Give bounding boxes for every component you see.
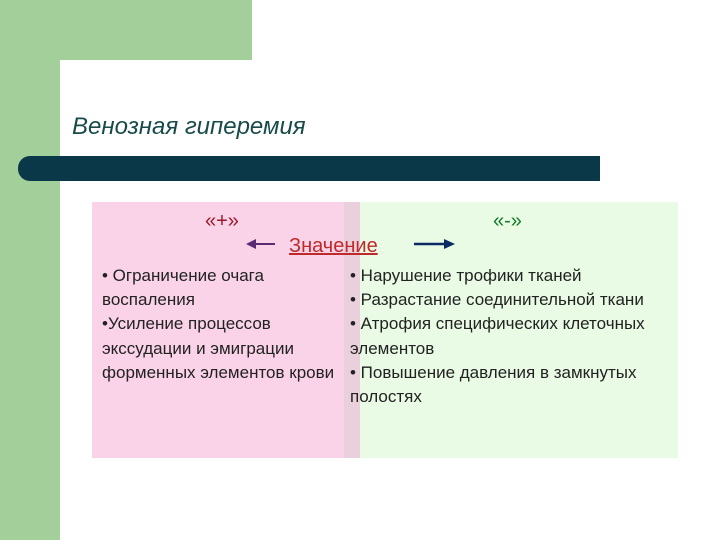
positive-list (102, 264, 342, 385)
arrow-right-icon (413, 236, 455, 252)
arrow-left-icon (246, 236, 276, 252)
negative-heading: «-» (493, 210, 522, 232)
list-item: • Нарушение трофики тканей (350, 266, 582, 285)
slide-title: Венозная гиперемия (72, 113, 306, 140)
list-item: • Разрастание соединительной ткани (350, 290, 644, 310)
list-item: • Ограничение очага воспаления (102, 266, 269, 310)
decorative-green-bar (0, 60, 60, 540)
list-item: •Усиление процессов экссудации и эмиграции форменных элементов крови (102, 314, 335, 382)
title-underline-bar (18, 156, 600, 181)
positive-heading: «+» (205, 210, 239, 232)
meaning-heading: Значение (289, 235, 378, 257)
negative-list (350, 264, 670, 409)
list-item: • Повышение давления в замкнутых полостях (350, 362, 670, 407)
decorative-green-block (0, 0, 252, 60)
list-item: • Атрофия специфических клеточных элементов (350, 314, 650, 358)
